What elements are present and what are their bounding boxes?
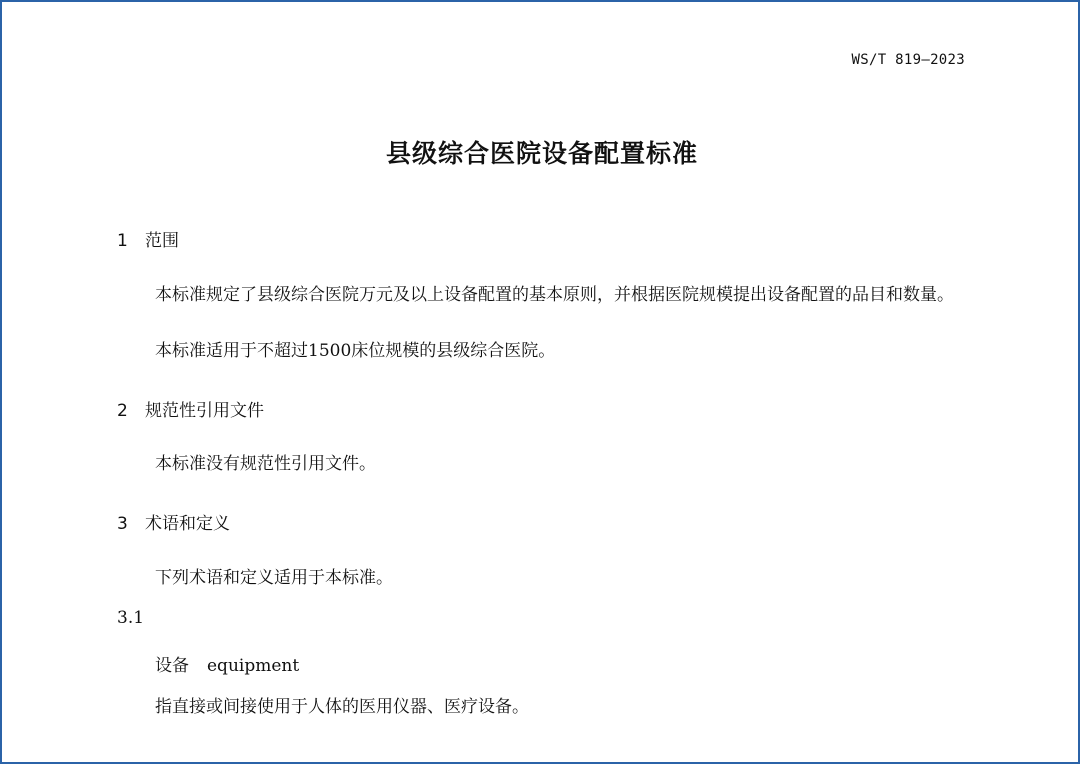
section-3-number: 3	[117, 514, 128, 534]
section-1-number: 1	[117, 231, 128, 251]
term-definition: 指直接或间接使用于人体的医用仪器、医疗设备。	[155, 697, 529, 717]
section-1-heading	[117, 226, 179, 251]
section-1-paragraph-1: 本标准规定了县级综合医院万元及以上设备配置的基本原则，并根据医院规模提出设备配置的品目和数量。	[155, 285, 954, 305]
section-2-paragraph-1: 本标准没有规范性引用文件。	[155, 454, 376, 474]
term-english: equipment	[207, 656, 300, 676]
section-1-title: 范围	[145, 231, 179, 251]
term-chinese: 设备	[155, 656, 189, 676]
section-2-number: 2	[117, 401, 128, 421]
section-1-paragraph-2: 本标准适用于不超过1500床位规模的县级综合医院。	[155, 341, 556, 361]
section-3-paragraph-1: 下列术语和定义适用于本标准。	[155, 568, 393, 588]
standard-code: WS/T 819—2023	[851, 52, 965, 68]
document-title: 县级综合医院设备配置标准	[385, 139, 698, 168]
subsection-3-1-number: 3.1	[117, 608, 145, 628]
section-2-title: 规范性引用文件	[145, 401, 264, 421]
section-3-heading	[117, 509, 230, 534]
section-3-title: 术语和定义	[145, 514, 230, 534]
term-entry	[155, 651, 299, 676]
section-2-heading	[117, 396, 264, 421]
